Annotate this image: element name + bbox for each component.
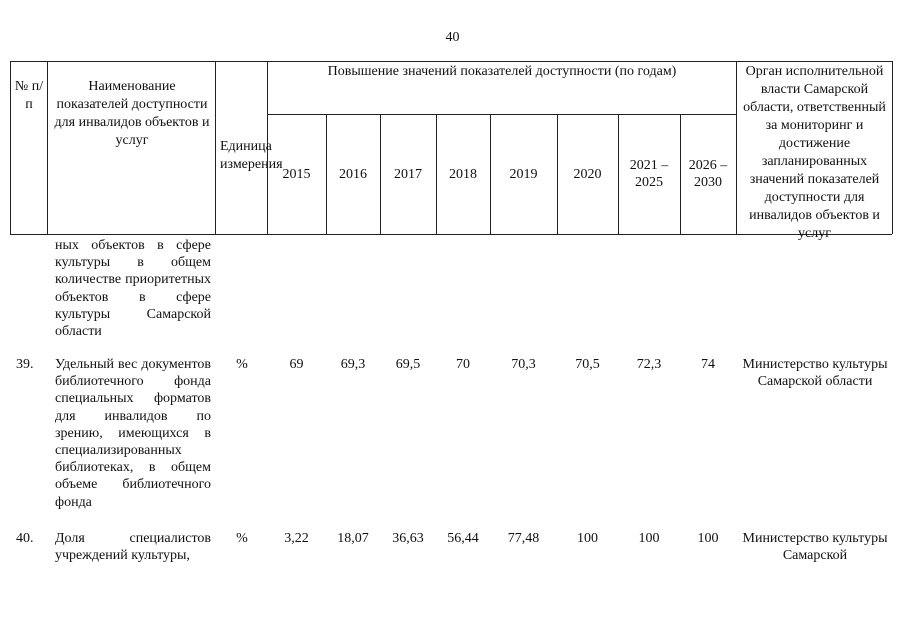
responsible-authority: Министерство культуры Самарской области xyxy=(742,357,888,390)
unit-value: % xyxy=(236,531,248,546)
value-2016: 18,07 xyxy=(337,531,369,546)
value-2016: 69,3 xyxy=(340,357,366,372)
value-2015: 69 xyxy=(289,357,304,372)
value-2019: 77,48 xyxy=(507,531,540,546)
value-2015: 3,22 xyxy=(284,531,309,546)
indicator-name: Удельный вес документов библиотечного фонда специальных форматов для инвалидов по зрению, имеющихся в специализированных библиотеках, в общем объеме библиотечного фонда xyxy=(55,357,211,510)
value-2026-2030: 100 xyxy=(697,531,719,546)
value-2018: 70 xyxy=(456,357,470,372)
header-year-2018: 2018 xyxy=(449,167,477,182)
indicator-name: Доля специалистов учреждений культуры, xyxy=(55,531,211,564)
value-2021-2025: 72,3 xyxy=(636,357,662,372)
header-year-2020: 2020 xyxy=(573,167,602,182)
unit-value: % xyxy=(236,357,248,372)
continuation-text: ных объектов в сфере культуры в общем количестве приоритетных объектов в сфере культуры Самарской области xyxy=(55,238,211,340)
header-year-2026-2030: 2026 – 2030 xyxy=(688,158,728,190)
row-number: 39. xyxy=(16,357,34,372)
header-increase-group: Повышение значений показателей доступности (по годам) xyxy=(327,64,677,79)
header-indicator-name: Наименование показателей доступности для инвалидов объектов и услуг xyxy=(54,79,210,148)
value-2020: 100 xyxy=(577,531,598,546)
page-number: 40 xyxy=(445,30,460,45)
header-year-2015: 2015 xyxy=(282,167,311,182)
header-year-2019: 2019 xyxy=(509,167,538,182)
header-authority: Орган исполнительной власти Самарской области, ответственный за мониторинг и достижение запланированных значений показателей доступности для инвалидов объектов и услуг xyxy=(743,64,886,241)
value-2020: 70,5 xyxy=(575,357,600,372)
value-2019: 70,3 xyxy=(511,357,536,372)
header-year-2021-2025: 2021 – 2025 xyxy=(629,158,669,190)
header-year-2016: 2016 xyxy=(339,167,367,182)
row-number: 40. xyxy=(16,531,34,546)
responsible-authority: Министерство культуры Самарской xyxy=(742,531,888,564)
value-2026-2030: 74 xyxy=(701,357,715,372)
value-2021-2025: 100 xyxy=(638,531,660,546)
value-2018: 56,44 xyxy=(447,531,479,546)
header-unit: Единица измерения xyxy=(220,139,283,172)
value-2017: 36,63 xyxy=(392,531,424,546)
header-year-2017: 2017 xyxy=(394,167,422,182)
value-2017: 69,5 xyxy=(395,357,421,372)
header-num: № п/п xyxy=(14,79,44,112)
